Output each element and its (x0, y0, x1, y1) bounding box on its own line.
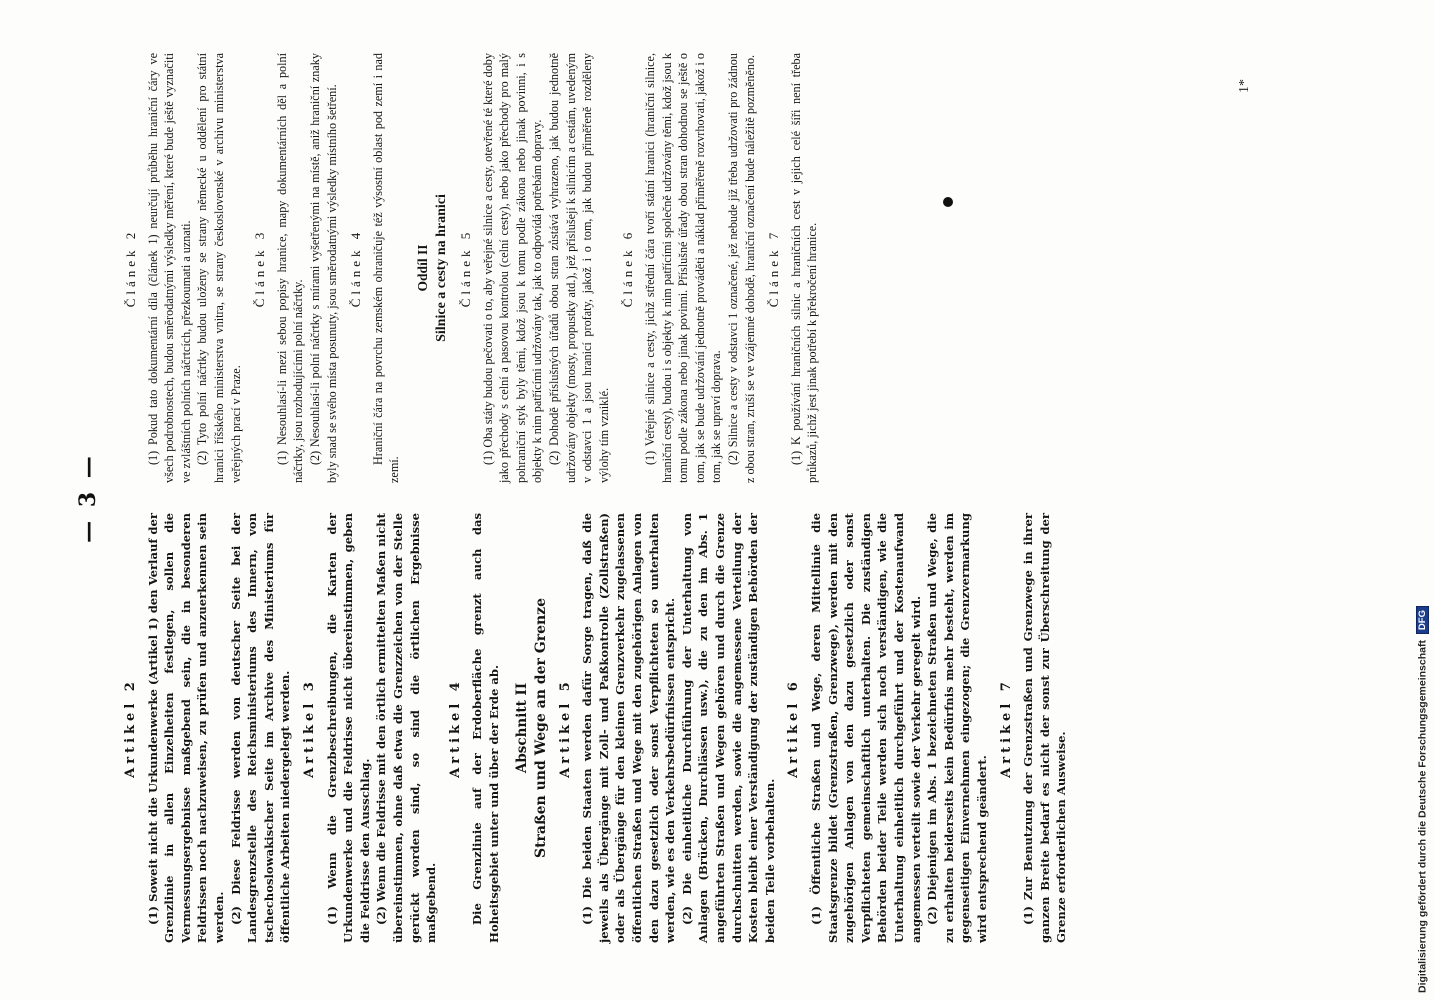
article-heading: Artikel 6 (786, 678, 802, 778)
article-paragraph: (2) Silnice a cesty v odstavci 1 označené, jež nebude již třeba udržovati pro žádnou z obou stran, zruší se ve vzájemné dohodě, hraniční označení bude náležitě pozměněno. (726, 53, 757, 483)
article-heading: Artikel 4 (447, 678, 463, 778)
article-paragraph: (1) Wenn die Grenzbeschreibungen, die Karten der Urkundenwerke und die Feldrisse nicht übereinstimmen, geben die Feldrisse den Ausschlag. (324, 513, 372, 943)
german-column (115, 513, 1070, 943)
article-paragraph: (1) Zur Benutzung der Grenzstraßen und Grenzwege in ihrer ganzen Breite bedarf es nicht der sonst zur Überschreitung der Grenze erforderlichen Ausweise. (1021, 513, 1069, 943)
section-title: Straßen und Wege an der Grenze (533, 597, 550, 859)
dfg-stamp-text: Digitalisierung gefördert durch die Deutsche Forschungsgemeinschaft (1416, 640, 1429, 993)
section-label: Abschnitt II (514, 682, 531, 774)
article-heading: Artikel 3 (301, 678, 317, 778)
article-paragraph: (2) Nesouhlasí-li polní náčrtky s mírami vyšetřenými na místě, aniž hraniční znaky byly snad se svého místa posunuty, jsou směrodatnými výsledky místního šetření. (307, 53, 339, 483)
page-number: — 3 — (75, 453, 101, 543)
article-heading: Artikel 7 (998, 678, 1014, 778)
article-paragraph: (2) Wenn die Feldrisse mit den örtlich ermittelten Maßen nicht übereinstimmen, ohne daß etwa die Grenzzeichen von der Stelle gerückt worden sind, so sind die örtlichen Ergebnisse maßgebend. (374, 513, 439, 943)
article-paragraph: (2) Die einheitliche Durchführung der Unterhaltung von Anlagen (Brücken, Durchlässen usw.), die zu den im Abs. 1 angeführten Straßen und Wegen gehören und durch die Grenze durchschnitten werden, sowie die angemessene Verteilung der Kosten bleibt einer Verständigung der zuständigen Behörden der beiden Teile vorbehalten. (679, 513, 777, 943)
article-heading: Článek 3 (252, 228, 268, 308)
article-heading: Článek 5 (458, 228, 474, 308)
article-paragraph: (2) Dohodě příslušných úřadů obou stran zůstává vyhrazeno, jak budou jednotně udržovány objekty (mosty, propustky atd.), jež příslušejí k silnicím a cestám, uvedeným v odstavci 1 a jsou hranicí profaty, jakož i o tom, jak budou přiměřeně rozděleny výlohy tím vzniklé. (547, 53, 611, 483)
article-paragraph: (2) Diejenigen im Abs. 1 bezeichneten Straßen und Wege, die zu erhalten beiderseits kein Bedürfnis mehr besteht, werden im gegenseitigen Einvernehmen eingezogen; die Grenzvermarkung wird entsprechend geändert. (925, 513, 989, 943)
article-heading: Článek 7 (766, 228, 782, 308)
dfg-stamp (1416, 0, 1434, 993)
rotated-document-page (75, 33, 1315, 963)
article-paragraph: (1) Öffentliche Straßen und Wege, deren Mittellinie die Staatsgrenze bildet (Grenzstraßen, Grenzwege), werden mit den zugehörigen Anlagen von den dazu gesetzlich oder sonst Verpflichteten gemeinschaftlich unterhalten. Die zuständigen Behörden beider Teile werden sich noch verständigen, wie die Unterhaltung einheitlich durchgeführt und der Kostenaufwand angemessen verteilt sowie der Verkehr geregelt wird. (808, 513, 923, 943)
article-heading: Artikel 2 (123, 678, 138, 778)
article-paragraph: Die Grenzlinie auf der Erdoberfläche grenzt auch das Hoheitsgebiet unter und über der Erde ab. (470, 513, 501, 943)
section-label: Oddíl II (414, 244, 430, 292)
czech-column (115, 53, 821, 483)
article-paragraph: (1) K používání hraničních silnic a hraničních cest v jejich celé šíři není třeba průkazů, jichž jest jinak potřebí k překročení hranice. (788, 53, 820, 483)
article-paragraph: (1) Die beiden Staaten werden dafür Sorge tragen, daß die jeweils als Übergänge mit Zoll- und Paßkontrolle (Zollstraßen) oder als Übergänge für den kleinen Grenzverkehr zugelassenen öffentlichen Straßen und Wege mit den zugehörigen Anlagen von den dazu gesetzlich oder sonst Verpflichteten so unterhalten werden, wie es den Verkehrsbedürfnissen entspricht. (580, 513, 678, 943)
article-paragraph: (1) Oba státy budou pečovati o to, aby veřejné silnice a cesty, otevřené té které doby jako přechody s celní a pasovou kontrolou (celní cesty), nebo jako přechody pro malý pohraniční styk byly těmi, kdož jsou k tomu podle zákona nebo jinak povinni, i s objekty k nim patřícími udržovány tak, jak to odpovídá potřebám dopravy. (480, 53, 545, 483)
article-heading: Článek 4 (348, 228, 364, 308)
signature-mark: 1* (1237, 79, 1252, 93)
article-heading: Artikel 5 (557, 678, 573, 778)
article-paragraph: Hraniční čára na povrchu zemském ohraničuje též výsostní oblast pod zemí i nad zemí. (370, 53, 402, 483)
article-heading: Článek 2 (123, 228, 138, 308)
article-paragraph: (2) Diese Feldrisse werden von deutscher Seite bei der Landesgrenzstelle des Reichsministeriums des Innern, von tschechoslowakischer Seite im Archive des Ministeriums für öffentliche Arbeiten niedergelegt werden. (228, 513, 293, 943)
article-paragraph: (1) Nesouhlasí-li mezi sebou popisy hranice, mapy dokumentárních děl a polní náčrtky, jsou rozhodujícími polní náčrtky. (274, 53, 306, 483)
article-heading: Článek 6 (620, 228, 636, 308)
article-paragraph: (1) Soweit nicht die Urkundenwerke (Artikel 1) den Verlauf der Grenzlinie in allen Einzelheiten festlegen, sollen die Vermessungsergebnisse maßgebend sein, die in besonderen Feldrissen noch nachzuweisen, zu prüfen und anzuerkennen sein werden. (145, 512, 226, 943)
dfg-logo-icon: DFG (1416, 606, 1429, 634)
article-paragraph: (2) Tyto polní náčrtky budou uloženy se strany německé u oddělení pro státní hranici říšského ministerstva vnitra, se strany československé v archivu ministerstva veřejných prací v Praze. (195, 53, 243, 483)
article-paragraph: (1) Veřejné silnice a cesty, jichž střední čára tvoří státní hranici (hraniční silnice, hraniční cesty), budou i s objekty k nim patřícími společně udržovány těmi, kdož jsou k tomu podle zákona nebo jinak povinni. Příslušné úřady obou stran dohodnou se ještě o tom, jak se bude udržování jednotně prováděti a náklad přiměřeně rozvrhovati, jakož i o tom, jak se upraví doprava. (643, 53, 724, 483)
article-paragraph: (1) Pokud tato dokumentární díla (článek 1) neurčují průběhu hraniční čáry ve všech podrobnostech, budou směrodatnými výsledky měření, které bude ještě vyznačiti ve zvláštních polních náčrtcích, přezkoumati a uznati. (145, 53, 193, 483)
section-title: Silnice a cesty na hranici (433, 194, 449, 342)
